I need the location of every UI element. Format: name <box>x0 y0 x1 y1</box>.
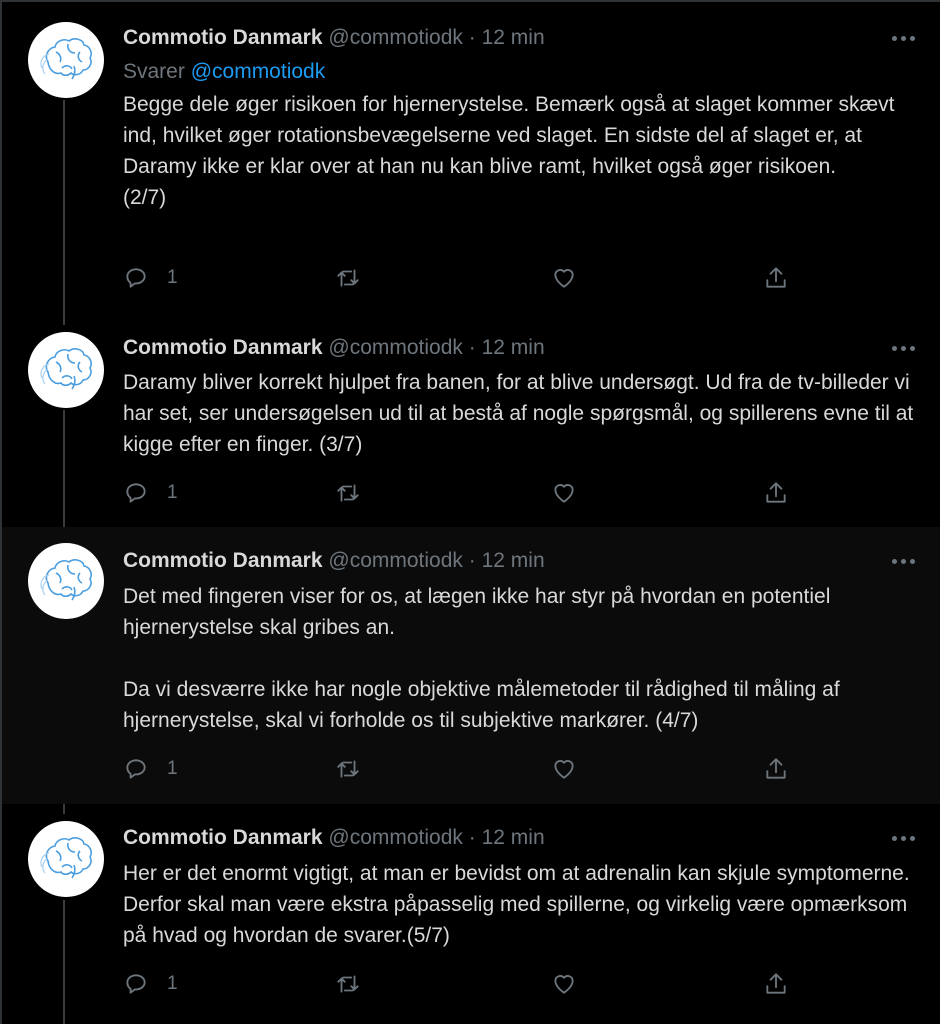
more-dot <box>910 559 915 564</box>
more-dot <box>892 836 897 841</box>
separator: · <box>468 826 476 849</box>
more-dot <box>901 346 906 351</box>
more-dot <box>910 346 915 351</box>
timestamp[interactable]: 12 min <box>481 336 545 359</box>
share-button[interactable] <box>763 969 789 999</box>
share-icon <box>763 265 789 291</box>
author-handle[interactable]: @commotiodk <box>328 336 463 359</box>
reply-icon <box>123 480 149 506</box>
reply-button[interactable] <box>123 478 178 508</box>
more-dot <box>901 559 906 564</box>
avatar[interactable] <box>28 332 104 408</box>
tweet-text: Daramy bliver korrekt hjulpet fra banen, for at blive undersøgt. Ud fra de tv-billeder vi har set, ser undersøgelsen ud til at bestå af nogle spørgsmål, og spillerens evne til at kigge efter en finger. (3/7) <box>123 371 914 456</box>
timestamp[interactable]: 12 min <box>481 549 545 572</box>
reply-count: 1 <box>167 267 178 288</box>
avatar[interactable] <box>28 543 104 619</box>
more-dot <box>910 36 915 41</box>
reply-icon <box>123 265 149 291</box>
like-button[interactable] <box>551 478 577 508</box>
tweet[interactable] <box>2 804 940 1024</box>
heart-icon <box>551 756 577 782</box>
more-dot <box>892 346 897 351</box>
share-button[interactable] <box>763 263 789 293</box>
reply-button[interactable] <box>123 969 178 999</box>
like-button[interactable] <box>551 969 577 999</box>
avatar[interactable] <box>28 821 104 897</box>
retweet-icon <box>335 971 361 997</box>
more-options-button[interactable] <box>892 344 916 352</box>
more-dot <box>910 836 915 841</box>
author-handle[interactable]: @commotiodk <box>328 26 463 49</box>
more-dot <box>901 36 906 41</box>
tweet[interactable] <box>2 2 940 316</box>
tweet[interactable] <box>2 527 940 804</box>
author-name[interactable]: Commotio Danmark <box>123 26 323 49</box>
more-dot <box>892 36 897 41</box>
reply-icon <box>123 756 149 782</box>
like-button[interactable] <box>551 263 577 293</box>
tweet-actions <box>123 263 823 293</box>
tweet-text: Det med fingeren viser for os, at lægen ikke har styr på hvordan en potentiel hjernerystelse skal gribes an. Da vi desværre ikke har nogle objektive målemetoder til rådighed til måling af hjernerystelse, skal vi forholde os til subjektive markører. (4/7) <box>123 585 840 732</box>
more-options-button[interactable] <box>892 834 916 842</box>
reply-button[interactable] <box>123 263 178 293</box>
share-icon <box>763 756 789 782</box>
author-name[interactable]: Commotio Danmark <box>123 336 323 359</box>
reply-count: 1 <box>167 482 178 503</box>
retweet-icon <box>335 756 361 782</box>
author-handle[interactable]: @commotiodk <box>328 826 463 849</box>
retweet-icon <box>335 480 361 506</box>
tweet-actions <box>123 754 823 784</box>
heart-icon <box>551 971 577 997</box>
more-dot <box>901 836 906 841</box>
reply-button[interactable] <box>123 754 178 784</box>
more-options-button[interactable] <box>892 557 916 565</box>
tweet-text: Begge dele øger risikoen for hjernerystelse. Bemærk også at slaget kommer skævt ind, hvilket øger rotationsbevægelserne ved slaget. En sidste del af slaget er, at Daramy ikke er klar over at han nu kan blive ramt, hvilket også øger risikoen. (2/7) <box>123 93 895 209</box>
tweet[interactable] <box>2 316 940 527</box>
share-icon <box>763 480 789 506</box>
retweet-button[interactable] <box>335 478 361 508</box>
replying-to-link[interactable]: @commotiodk <box>190 60 326 83</box>
separator: · <box>468 336 476 359</box>
heart-icon <box>551 265 577 291</box>
author-name[interactable]: Commotio Danmark <box>123 549 323 572</box>
reply-count: 1 <box>167 758 178 779</box>
separator: · <box>468 549 476 572</box>
share-icon <box>763 971 789 997</box>
replying-label: Svarer <box>123 60 185 83</box>
more-dot <box>892 559 897 564</box>
retweet-button[interactable] <box>335 969 361 999</box>
tweet-actions <box>123 478 823 508</box>
separator: · <box>468 26 476 49</box>
tweet-text: Her er det enormt vigtigt, at man er bevidst om at adrenalin kan skjule symptomerne. Derfor skal man være ekstra påpasselig med spillerne, og virkelig være opmærksom på hvad og hvordan de svarer.(5/7) <box>123 862 910 947</box>
reply-count: 1 <box>167 973 178 994</box>
retweet-icon <box>335 265 361 291</box>
heart-icon <box>551 480 577 506</box>
retweet-button[interactable] <box>335 263 361 293</box>
tweet-actions <box>123 969 823 999</box>
brain-icon <box>28 543 104 619</box>
author-name[interactable]: Commotio Danmark <box>123 826 323 849</box>
more-options-button[interactable] <box>892 34 916 42</box>
share-button[interactable] <box>763 478 789 508</box>
reply-icon <box>123 971 149 997</box>
replying-to <box>123 59 325 85</box>
author-handle[interactable]: @commotiodk <box>328 549 463 572</box>
retweet-button[interactable] <box>335 754 361 784</box>
share-button[interactable] <box>763 754 789 784</box>
brain-icon <box>28 821 104 897</box>
like-button[interactable] <box>551 754 577 784</box>
avatar[interactable] <box>28 22 104 98</box>
timestamp[interactable]: 12 min <box>481 26 545 49</box>
timestamp[interactable]: 12 min <box>481 826 545 849</box>
brain-icon <box>28 22 104 98</box>
brain-icon <box>28 332 104 408</box>
